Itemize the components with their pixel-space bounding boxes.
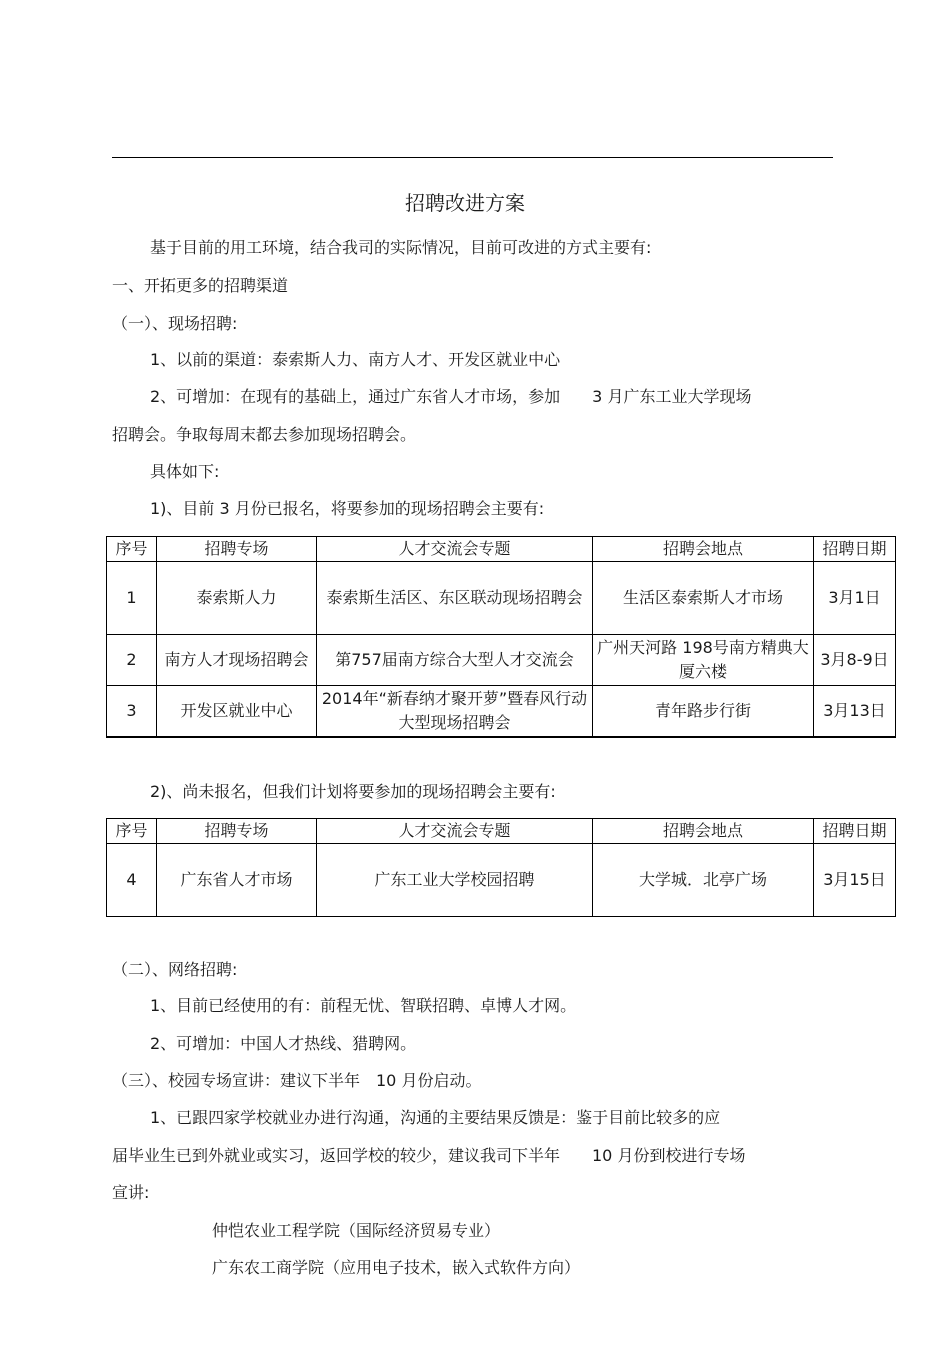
header-place: 招聘会地点 (593, 819, 814, 844)
subsection-onsite-heading: （一）、现场招聘: (112, 314, 238, 333)
cell-no: 2 (107, 635, 157, 686)
cell-place: 青年路步行街 (593, 686, 814, 738)
subsection-online-heading: （二）、网络招聘: (112, 960, 238, 979)
online-item-2: 2、可增加：中国人才热线、猎聘网。 (150, 1034, 417, 1053)
table-row (107, 844, 896, 917)
list-2-intro: 2)、尚未报名，但我们计划将要参加的现场招聘会主要有: (150, 782, 556, 801)
header-topic: 人才交流会专题 (317, 819, 593, 844)
header-topic: 人才交流会专题 (317, 537, 593, 562)
cell-no: 3 (107, 686, 157, 738)
header-date: 招聘日期 (814, 537, 896, 562)
onsite-item-1: 1、以前的渠道：泰索斯人力、南方人才、开发区就业中心 (150, 350, 561, 369)
header-fair: 招聘专场 (157, 537, 317, 562)
header-fair: 招聘专场 (157, 819, 317, 844)
subsection-campus-heading: （三）、校园专场宣讲：建议下半年 10 月份启动。 (112, 1071, 482, 1090)
page-title: 招聘改进方案 (405, 191, 525, 215)
header-rule (112, 157, 833, 158)
header-no: 序号 (107, 537, 157, 562)
cell-date: 3月1日 (814, 562, 896, 635)
cell-fair: 广东省人才市场 (157, 844, 317, 917)
header-place: 招聘会地点 (593, 537, 814, 562)
table-header-row (107, 819, 896, 844)
cell-fair: 开发区就业中心 (157, 686, 317, 738)
cell-place: 广州天河路 198号南方精典大厦六楼 (593, 635, 814, 686)
cell-topic: 广东工业大学校园招聘 (317, 844, 593, 917)
online-item-1: 1、目前已经使用的有：前程无忧、智联招聘、卓博人才网。 (150, 996, 577, 1015)
cell-date: 3月15日 (814, 844, 896, 917)
campus-item-1-line-1: 1、已跟四家学校就业办进行沟通，沟通的主要结果反馈是：鉴于目前比较多的应 (150, 1108, 721, 1127)
header-date: 招聘日期 (814, 819, 896, 844)
registered-fairs-table (106, 536, 896, 738)
cell-date: 3月8-9日 (814, 635, 896, 686)
table-row (107, 686, 896, 738)
onsite-item-2-line-1: 2、可增加：在现有的基础上，通过广东省人才市场，参加 3 月广东工业大学现场 (150, 387, 752, 406)
cell-topic: 2014年“新春纳才聚开萝”暨春风行动大型现场招聘会 (317, 686, 593, 738)
table-header-row (107, 537, 896, 562)
cell-topic: 第757届南方综合大型人才交流会 (317, 635, 593, 686)
header-no: 序号 (107, 819, 157, 844)
intro-paragraph: 基于目前的用工环境，结合我司的实际情况，目前可改进的方式主要有: (150, 238, 652, 257)
school-1: 仲恺农业工程学院（国际经济贸易专业） (212, 1221, 501, 1240)
planned-fairs-table (106, 818, 896, 917)
cell-date: 3月13日 (814, 686, 896, 738)
details-label: 具体如下: (150, 462, 220, 481)
campus-item-1-line-3: 宣讲: (112, 1183, 150, 1202)
campus-item-1-line-2: 届毕业生已到外就业或实习，返回学校的较少，建议我司下半年 10 月份到校进行专场 (112, 1146, 746, 1165)
cell-place: 大学城．北亭广场 (593, 844, 814, 917)
section-1-heading: 一、开拓更多的招聘渠道 (112, 276, 289, 295)
list-1-intro: 1)、目前 3 月份已报名，将要参加的现场招聘会主要有: (150, 499, 545, 518)
cell-topic: 泰索斯生活区、东区联动现场招聘会 (317, 562, 593, 635)
onsite-item-2-line-2: 招聘会。争取每周末都去参加现场招聘会。 (112, 425, 417, 444)
cell-no: 1 (107, 562, 157, 635)
school-2: 广东农工商学院（应用电子技术，嵌入式软件方向） (212, 1258, 581, 1277)
cell-fair: 南方人才现场招聘会 (157, 635, 317, 686)
table-row (107, 635, 896, 686)
cell-place: 生活区泰索斯人才市场 (593, 562, 814, 635)
cell-fair: 泰索斯人力 (157, 562, 317, 635)
cell-no: 4 (107, 844, 157, 917)
table-row (107, 562, 896, 635)
